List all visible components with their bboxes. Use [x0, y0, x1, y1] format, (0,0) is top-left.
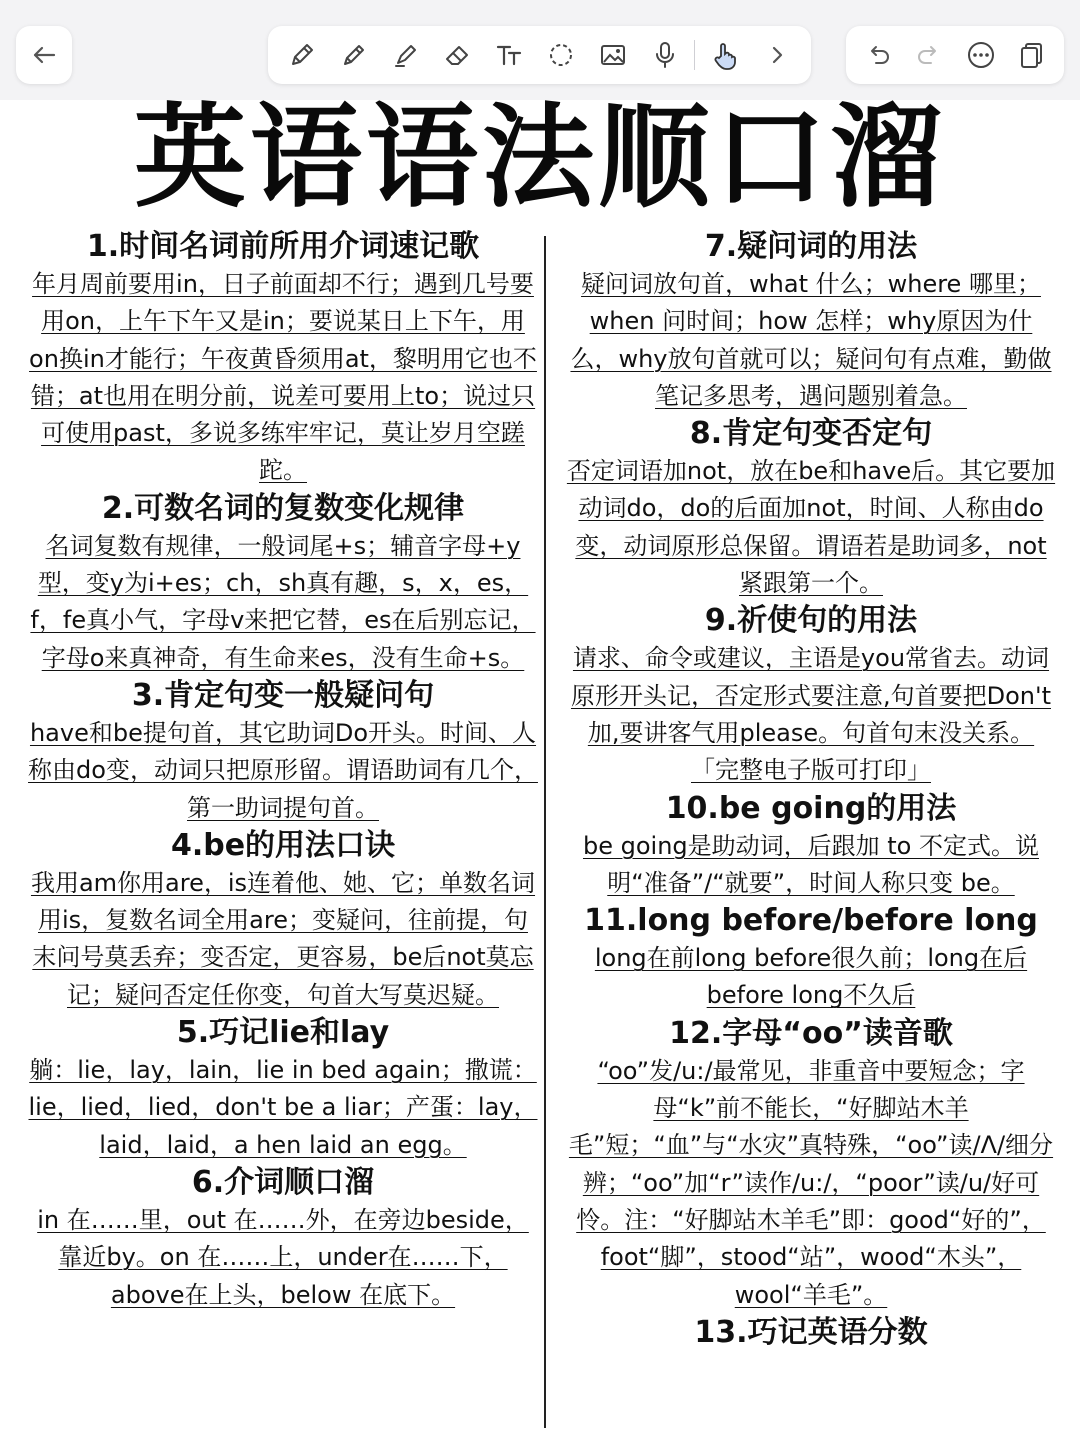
section-body: in 在……里，out 在……外，在旁边beside，靠近by。on 在……上，under在……下，above在上头，below 在底下。	[37, 1205, 529, 1309]
section-body: 名词复数有规律，一般词尾+s；辅音字母+y型，变y为i+es；ch，sh真有趣，s，x，es，f，fe真小气，字母v来把它替，es在后别忘记，字母o来真神奇，有生命来es，没有生命+s。	[30, 531, 536, 672]
document-actions	[846, 26, 1064, 84]
back-button[interactable]	[16, 26, 72, 84]
section-title: 13.巧记英语分数	[694, 1314, 928, 1350]
section-title: 6.介词顺口溜	[191, 1164, 375, 1200]
hand-pointer-icon[interactable]	[703, 33, 747, 77]
section-title: 3.肯定句变一般疑问句	[131, 677, 435, 713]
undo-icon[interactable]	[856, 33, 900, 77]
section-body: have和be提句首，其它助词Do开头。时间、人称由do变，动词只把原形留。谓语助词有几个，第一助词提句首。	[28, 718, 538, 822]
pen-icon[interactable]	[280, 33, 324, 77]
section-4	[28, 827, 538, 1014]
section-body: 年月周前要用in，日子前面却不行；遇到几号要用on，上午下午又是in；要说某日上下午，用on换in才能行；午夜黄昏须用at，黎明用它也不错；at也用在明分前，说差可要用上to；说过只可使用past，多说多练牢牢记，莫让岁月空蹉跎。	[29, 270, 537, 485]
section-8	[566, 415, 1056, 602]
section-title: 7.疑问词的用法	[704, 229, 918, 264]
section-body: 疑问词放句首，what 什么；where 哪里；when 问时间；how 怎样；why原因为什么，why放句首就可以；疑问句有点难，勤做笔记多思考，遇问题别着急。	[570, 270, 1052, 410]
highlighter-icon[interactable]	[384, 33, 428, 77]
left-column	[28, 228, 538, 1314]
top-toolbar	[0, 0, 1080, 100]
eraser-icon[interactable]	[435, 33, 479, 77]
section-title: 2.可数名词的复数变化规律	[101, 490, 465, 526]
pencil-icon[interactable]	[332, 33, 376, 77]
chevron-right-icon[interactable]	[755, 33, 799, 77]
printable-note: 「完整电子版可打印」	[691, 756, 931, 785]
section-12	[566, 1015, 1056, 1314]
more-icon[interactable]	[959, 33, 1003, 77]
section-body	[566, 640, 1056, 789]
lasso-icon[interactable]	[539, 33, 583, 77]
section-title: 10.be going的用法	[665, 790, 957, 826]
text-icon[interactable]	[487, 33, 531, 77]
section-body: 否定词语加not，放在be和have后。其它要加动词do，do的后面加not，时间、人称由do变，动词原形总保留。谓语若是助词多，not紧跟第一个。	[566, 457, 1056, 598]
section-body: “oo”发/u:/最常见，非重音中要短念；字母“k”前不能长，“好脚站木羊毛”短；“血”与“水灾”真特殊，“oo”读/Λ/细分辨；“oo”加“r”读作/u:/，“poor”读/u/好可怜。注：“好脚站木羊毛”即：good“好的”，foot“脚”，stood“站”，wood“木头”，wool“羊毛”。	[568, 1056, 1054, 1309]
column-divider	[544, 236, 546, 1428]
section-body: 我用am你用are，is连着他、她、它；单数名词用is，复数名词全用are；变疑问，往前提，句末问号莫丢弃；变否定，更容易，be后not莫忘记；疑问否定任你变，句首大写莫迟疑。	[30, 868, 536, 1009]
section-title: 1.时间名词前所用介词速记歌	[86, 229, 480, 264]
section-body: be going是助动词，后跟加 to 不定式。说明“准备”/“就要”，时间人称只变 be。	[582, 831, 1039, 897]
section-title: 11.long before/before long	[584, 903, 1038, 939]
section-9	[566, 602, 1056, 789]
section-13	[566, 1314, 1056, 1352]
section-11	[566, 902, 1056, 1015]
page-title: 英语语法顺口溜	[134, 93, 946, 223]
section-7	[566, 228, 1056, 415]
section-body: 躺：lie，lay，lain，lie in bed again；撒谎：lie，lied，lied，don't be a liar；产蛋：lay，laid，laid，a hen laid an egg。	[28, 1056, 538, 1159]
section-body-text: 请求、命令或建议，主语是you常省去。动词原形开头记，否定形式要注意,句首要把Don't加,要讲客气用please。句首句末没关系。	[570, 644, 1051, 747]
section-6	[28, 1164, 538, 1314]
section-body: long在前long before很久前；long在后before long不久后	[594, 944, 1028, 1010]
arrow-left-icon	[22, 33, 66, 77]
microphone-icon[interactable]	[643, 33, 687, 77]
section-2	[28, 490, 538, 677]
section-1	[28, 228, 538, 490]
section-title: 4.be的用法口诀	[170, 827, 396, 863]
section-title: 8.肯定句变否定句	[689, 416, 933, 452]
toolbar-divider	[694, 40, 695, 70]
section-title: 9.祈使句的用法	[704, 603, 918, 639]
pages-icon[interactable]	[1010, 33, 1054, 77]
image-icon[interactable]	[591, 33, 635, 77]
section-3	[28, 677, 538, 827]
redo-icon[interactable]	[907, 33, 951, 77]
section-title: 5.巧记lie和lay	[176, 1015, 390, 1051]
right-column	[566, 228, 1056, 1352]
section-5	[28, 1014, 538, 1164]
section-title: 12.字母“oo”读音歌	[669, 1015, 953, 1051]
drawing-tools	[268, 26, 811, 84]
section-10	[566, 790, 1056, 903]
